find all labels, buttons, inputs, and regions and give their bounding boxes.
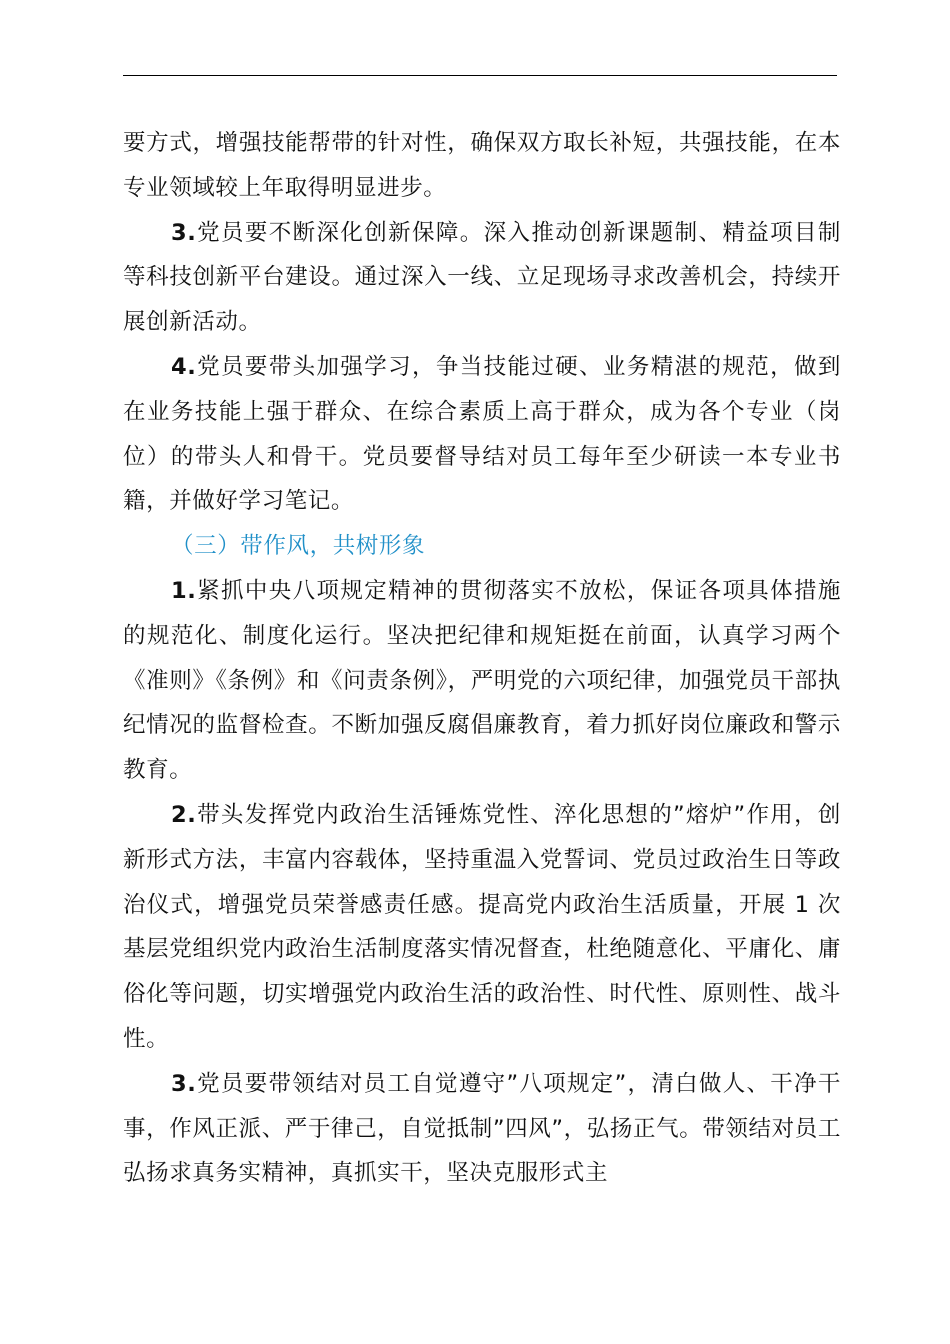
paragraph-text: 党员要不断深化创新保障。深入推动创新课题制、精益项目制等科技创新平台建设。通过深入一线、立足现场寻求改善机会，持续开展创新活动。 (123, 219, 841, 336)
item-number: 3. (171, 1070, 197, 1097)
paragraph-item-1-discipline (123, 569, 841, 793)
paragraph-text: 党员要带领结对员工自觉遵守”八项规定”，清白做人、干净干事，作风正派、严于律己，自觉抵制”四风”，弘扬正气。带领结对员工弘扬求真务实精神，真抓实干，坚决克服形式主 (123, 1070, 841, 1187)
item-number: 2. (171, 801, 197, 828)
paragraph-item-3-conduct (123, 1062, 841, 1196)
paragraph-text: 带头发挥党内政治生活锤炼党性、淬化思想的”熔炉”作用，创新形式方法，丰富内容载体，坚持重温入党誓词、党员过政治生日等政治仪式，增强党员荣誉感责任感。提高党内政治生活质量，开展 1 次基层党组织党内政治生活制度落实情况督查，杜绝随意化、平庸化、庸俗化等问题，切实增强党内政治生活的政治性、时代性、原则性、战斗性。 (123, 801, 841, 1052)
paragraph-item-4-study (123, 345, 841, 524)
paragraph-item-2-political-life (123, 793, 841, 1062)
item-number: 3. (171, 219, 197, 246)
document-body (123, 121, 841, 1196)
paragraph-text: 紧抓中央八项规定精神的贯彻落实不放松，保证各项具体措施的规范化、制度化运行。坚决把纪律和规矩挺在前面，认真学习两个《准则》《条例》和《问责条例》，严明党的六项纪律，加强党员干部执纪情况的监督检查。不断加强反腐倡廉教育，着力抓好岗位廉政和警示教育。 (123, 577, 841, 784)
item-number: 1. (171, 577, 197, 604)
paragraph-text: 要方式，增强技能帮带的针对性，确保双方取长补短，共强技能，在本专业领域较上年取得明显进步。 (123, 130, 841, 201)
paragraph-continuation (123, 121, 841, 211)
item-number: 4. (171, 353, 197, 380)
paragraph-item-3-innovation (123, 211, 841, 345)
section-heading: （三）带作风，共树形象 (171, 533, 426, 560)
header-rule (123, 75, 837, 76)
paragraph-text: 党员要带头加强学习，争当技能过硬、业务精湛的规范，做到在业务技能上强于群众、在综合素质上高于群众，成为各个专业（岗位）的带头人和骨干。党员要督导结对员工每年至少研读一本专业书籍，并做好学习笔记。 (123, 353, 841, 515)
